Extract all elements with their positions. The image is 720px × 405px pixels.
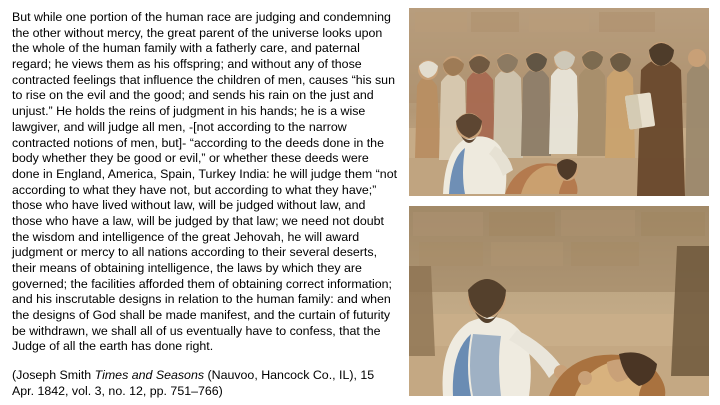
citation-publication: (Nauvoo, Hancock Co., IL), 15 Apr. 1842, vol. 3, no. 12, pp. 751–766) [12, 368, 375, 398]
photo-crowd-with-woman-kneeling [409, 8, 709, 196]
image-column [409, 8, 709, 396]
photo-jesus-illustration [409, 206, 709, 396]
body-paragraph: But while one portion of the human race are judging and condemning the other without mercy, the great parent of the universe looks upon the whole of the human family with a fatherly care, and paternal regard; he views them as his offspring; and without any of those contracted feelings that influence the children of men, causes “his sun to rise on the evil and the good; and sends his rain on the just and unjust.” He holds the reins of judgment in his hands; he is a wise lawgiver, and will judge all men, -[not according to the narrow contracted notions of men, but]- “according to the deeds done in the body whether they be good or evil,” or whether these deeds were done in England, America, Spain, Turkey India: he will judge them “not according to what they have not, but according to what they have;” those who have lived without law, will be judged without law, and those who have a law, will be judged by that law; we need not doubt the wisdom and intelligence of the great Jehovah, he will award judgment or mercy to all nations according to their several deserts, their means of obtaining intelligence, the laws by which they are governed; the facilities afforded them of obtaining correct information; and his inscrutable designs in relation to the human family: and when the designs of God shall be made manifest, and the curtain of futurity be withdrawn, we shall all of us eventually have to confess, that the Judge of all the earth has done right. [12, 10, 398, 354]
photo-crowd-illustration [409, 8, 709, 196]
citation-author: (Joseph Smith [12, 368, 95, 383]
photo-jesus-lifting-woman [409, 206, 709, 396]
citation-source-title: Times and Seasons [94, 368, 205, 383]
text-column [12, 10, 398, 398]
citation [12, 368, 398, 399]
